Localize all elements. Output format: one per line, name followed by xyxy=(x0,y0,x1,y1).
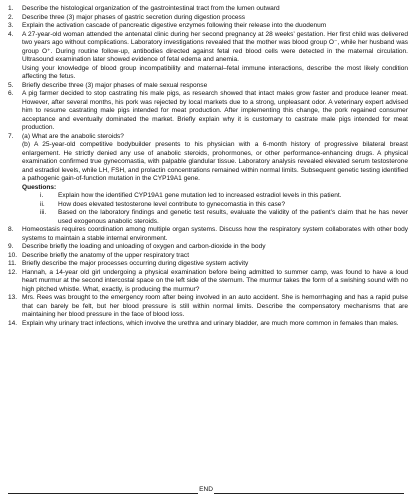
question-number: 14. xyxy=(8,319,18,327)
end-label: END xyxy=(199,486,213,493)
question-paragraph: Mrs. Rees was brought to the emergency room after being involved in an auto accident. She is hemorrhaging and has a rapid pulse that can barely be felt, but her blood pressure is still within normal limits. Describe the compensatory mechanisms that are maintaining her blood pressure in the face of blood loss. xyxy=(22,294,408,318)
question-4 xyxy=(8,31,408,82)
question-paragraph: (a) What are the anabolic steroids? xyxy=(22,132,124,140)
question-number: 12. xyxy=(8,268,18,276)
subquestion-number: i. xyxy=(40,192,44,199)
question-14 xyxy=(8,320,408,329)
question-text xyxy=(22,31,408,82)
question-text xyxy=(22,294,408,320)
subquestion-list xyxy=(22,192,408,226)
question-number: 8. xyxy=(8,226,14,233)
question-8 xyxy=(8,226,408,243)
question-number: 2. xyxy=(8,13,14,21)
question-paragraph: Briefly describe the major processes occurring during digestive system activity xyxy=(22,260,249,267)
question-paragraph: Explain the activation cascade of pancreatic digestive enzymes following their release into the duodenum xyxy=(22,22,327,29)
question-2 xyxy=(8,14,408,23)
question-paragraph: Homeostasis requires coordination among multiple organ systems. Discuss how the respiratory system collaborates with other body systems to maintain a stable internal environment. xyxy=(22,226,408,242)
question-text xyxy=(22,260,408,269)
questions-heading: Questions: xyxy=(22,183,57,191)
question-11 xyxy=(8,260,408,269)
subquestion-text: Based on the laboratory findings and genetic test results, evaluate the validity of the patient’s claim that he has never used exogenous anabolic steroids. xyxy=(58,209,408,225)
question-number: 3. xyxy=(8,22,14,29)
question-number: 13. xyxy=(8,294,18,301)
question-text xyxy=(22,243,408,252)
question-text xyxy=(22,269,408,295)
question-number: 7. xyxy=(8,132,14,140)
question-list xyxy=(8,5,408,328)
question-paragraph: A 27-year-old woman attended the antenatal clinic during her second pregnancy at 28 weeks’ gestation. Her first child was delivered two years ago without complications. Laboratory investigations revealed that the mother was blood group O⁻, while her husband was group O⁺. During routine follow-up, antibodies directed against fetal red blood cells were detected in the maternal circulation. Ultrasound examination later showed evidence of fetal edema and anemia. xyxy=(22,30,408,63)
question-paragraph: Briefly describe three (3) major phases of male sexual response xyxy=(22,81,208,89)
end-rule-right xyxy=(214,487,404,494)
question-paragraph: Describe briefly the loading and unloading of oxygen and carbon-dioxide in the body xyxy=(22,243,266,250)
subquestion-number: ii. xyxy=(40,200,45,208)
question-13 xyxy=(8,294,408,320)
end-rule-left xyxy=(8,487,198,494)
question-paragraph: Hannah, a 14-year old girl undergoing a physical examination before being admitted to summer camp, was found to have a loud heart murmur at the second intercostal space on the left side of the sternum. The murmur takes the form of a swishing sound with no high pitched whistle. What, exactly, is producing the murmur? xyxy=(22,268,408,293)
question-text xyxy=(22,226,408,243)
question-12 xyxy=(8,269,408,295)
question-paragraph: Describe three (3) major phases of gastric secretion during digestion process xyxy=(22,13,246,21)
subquestion-text: Explain how the identified CYP19A1 gene mutation led to increased estradiol levels in this patient. xyxy=(58,192,342,199)
question-text xyxy=(22,320,408,329)
question-number: 1. xyxy=(8,5,14,12)
subquestion-i xyxy=(40,192,408,201)
end-of-paper-line xyxy=(8,486,404,494)
question-text xyxy=(22,14,408,23)
subquestion-iii xyxy=(40,209,408,226)
question-10 xyxy=(8,252,408,261)
question-number: 10. xyxy=(8,251,18,259)
question-paragraph: Describe the histological organization of the gastrointestinal tract from the lumen outward xyxy=(22,5,280,12)
question-1 xyxy=(8,5,408,14)
question-number: 11. xyxy=(8,260,17,267)
question-paragraph: Using your knowledge of blood group incompatibility and maternal–fetal immune interactions, describe the most likely condition affecting the fetus. xyxy=(22,64,408,80)
question-3 xyxy=(8,22,408,31)
question-number: 6. xyxy=(8,90,14,97)
question-6 xyxy=(8,90,408,133)
question-text xyxy=(22,252,408,261)
question-text xyxy=(22,90,408,133)
question-text xyxy=(22,133,408,227)
question-text xyxy=(22,5,408,14)
question-number: 5. xyxy=(8,81,14,89)
question-9 xyxy=(8,243,408,252)
question-paragraph: (b) A 25-year-old competitive bodybuilder presents to his physician with a 6-month history of progressive bilateral breast enlargement. He strictly denied any use of anabolic steroids, prohormones, or other performance-enhancing drugs. A physical examination confirmed true gynecomastia, with palpable glandular tissue. Laboratory analysis revealed elevated serum testosterone and estradiol levels, while LH, FSH, and prolactin concentrations remained within normal limits. Subsequent genetic testing identified a pathogenic gain-of-function mutation in the CYP19A1 gene. xyxy=(22,141,408,182)
question-7 xyxy=(8,133,408,227)
subquestion-number: iii. xyxy=(40,209,47,216)
question-text xyxy=(22,82,408,91)
question-number: 9. xyxy=(8,243,14,250)
question-paragraph: Explain why urinary tract infections, which involve the urethra and urinary bladder, are much more common in females than males. xyxy=(22,319,399,327)
subquestion-ii xyxy=(40,201,408,210)
question-paragraph: A pig farmer decided to stop castrating his male pigs, as research showed that intact males grow faster and produce leaner meat. However, after several months, his pork was rejected by local markets due to a strong, unpleasant odor. A veterinary expert advised him to resume castrating male pigs intended for meat production. After implementing this change, the pork regained consumer acceptance and eventually dominated the market. Briefly explain why it is customary to castrate male pigs intended for meat production. xyxy=(22,90,408,131)
question-number: 4. xyxy=(8,30,14,38)
question-text xyxy=(22,22,408,31)
question-paragraph: Describe briefly the anatomy of the upper respiratory tract xyxy=(22,251,190,259)
question-5 xyxy=(8,82,408,91)
subquestion-text: How does elevated testosterone level contribute to gynecomastia in this case? xyxy=(58,200,286,208)
